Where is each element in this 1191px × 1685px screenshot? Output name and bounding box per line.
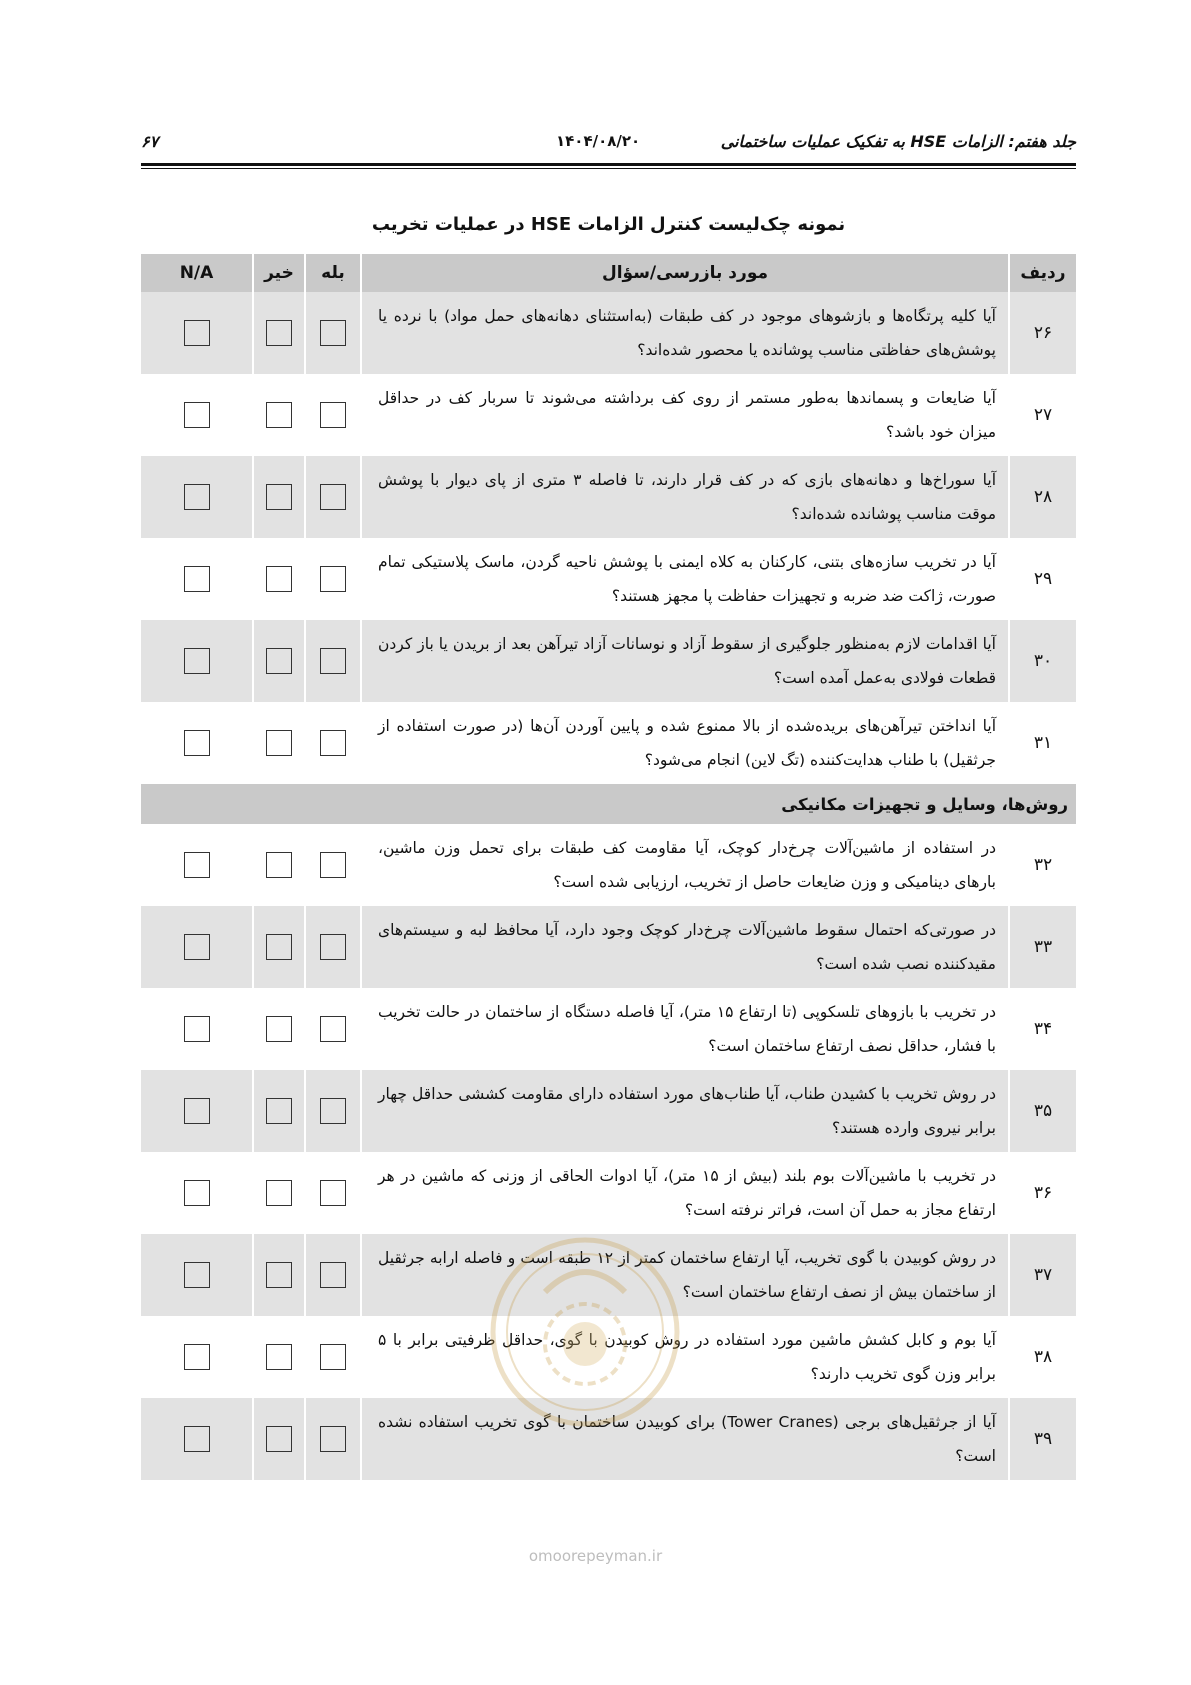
checkbox-yes[interactable]: [320, 730, 346, 756]
question-text: آیا در تخریب سازه‌های بتنی، کارکنان به کلاه ایمنی با پوشش ناحیه گردن، ماسک پلاستیکی تمام صورت، ژاکت ضد ضربه و تجهیزات حفاظت پا مجهز هستند؟: [361, 538, 1009, 620]
table-row: [141, 620, 1076, 702]
table-row: [141, 292, 1076, 374]
checkbox-no[interactable]: [266, 320, 292, 346]
cell-na: [141, 1070, 253, 1152]
table-row: [141, 824, 1076, 906]
cell-na: [141, 1152, 253, 1234]
cell-na: [141, 1316, 253, 1398]
question-text: آیا انداختن تیرآهن‌های بریده‌شده از بالا ممنوع شده و پایین آوردن آن‌ها (در صورت استفاده از جرثقیل) با طناب هدایت‌کننده (تگ لاین) انجام می‌شود؟: [361, 702, 1009, 784]
checkbox-yes[interactable]: [320, 1344, 346, 1370]
cell-no: [253, 702, 305, 784]
checkbox-na[interactable]: [184, 566, 210, 592]
checkbox-yes[interactable]: [320, 852, 346, 878]
question-text: در تخریب با بازوهای تلسکوپی (تا ارتفاع ۱۵ متر)، آیا فاصله دستگاه از ساختمان در حالت تخریب با فشار، حداقل نصف ارتفاع ساختمان است؟: [361, 988, 1009, 1070]
cell-na: [141, 906, 253, 988]
checkbox-no[interactable]: [266, 484, 292, 510]
checkbox-yes[interactable]: [320, 320, 346, 346]
cell-na: [141, 374, 253, 456]
cell-no: [253, 824, 305, 906]
checkbox-no[interactable]: [266, 1098, 292, 1124]
cell-na: [141, 988, 253, 1070]
table-row: [141, 1316, 1076, 1398]
table-caption: نمونه چک‌لیست کنترل الزامات HSE در عملیات تخریب: [371, 214, 846, 235]
header-rule-thick: [141, 163, 1076, 166]
table-header-row: [141, 254, 1076, 292]
question-text: در روش کوبیدن با گوی تخریب، آیا ارتفاع ساختمان کمتر از ۱۲ طبقه است و فاصله ارابه جرثقیل از ساختمان بیش از نصف ارتفاع ساختمان است؟: [361, 1234, 1009, 1316]
header-question: مورد بازرسی/سؤال: [361, 254, 1009, 292]
checkbox-no[interactable]: [266, 402, 292, 428]
cell-yes: [305, 620, 361, 702]
cell-yes: [305, 456, 361, 538]
cell-na: [141, 292, 253, 374]
checkbox-yes[interactable]: [320, 934, 346, 960]
checklist-body-b: [141, 824, 1076, 1480]
question-text: در روش تخریب با کشیدن طناب، آیا طناب‌های مورد استفاده دارای مقاومت کششی حداقل چهار برابر نیروی وارده هستند؟: [361, 1070, 1009, 1152]
cell-no: [253, 1152, 305, 1234]
checkbox-na[interactable]: [184, 1262, 210, 1288]
question-text: در تخریب با ماشین‌آلات بوم بلند (بیش از ۱۵ متر)، آیا ادوات الحاقی از وزنی که ماشین در هر ارتفاع مجاز به حمل آن است، فراتر نرفته است؟: [361, 1152, 1009, 1234]
checklist-table: [141, 254, 1076, 1480]
cell-na: [141, 538, 253, 620]
checkbox-no[interactable]: [266, 1344, 292, 1370]
row-number: ۳۲: [1009, 824, 1076, 906]
cell-no: [253, 374, 305, 456]
cell-na: [141, 1234, 253, 1316]
checkbox-na[interactable]: [184, 1426, 210, 1452]
header-date: ۱۴۰۴/۰۸/۲۰: [556, 132, 641, 150]
checkbox-yes[interactable]: [320, 1098, 346, 1124]
table-row: [141, 538, 1076, 620]
checkbox-no[interactable]: [266, 648, 292, 674]
checkbox-yes[interactable]: [320, 648, 346, 674]
row-number: ۳۵: [1009, 1070, 1076, 1152]
table-row: [141, 988, 1076, 1070]
header-yes: بله: [305, 254, 361, 292]
cell-no: [253, 456, 305, 538]
question-text: آیا از جرثقیل‌های برجی (Tower Cranes) برای کوبیدن ساختمان با گوی تخریب استفاده نشده است؟: [361, 1398, 1009, 1480]
cell-yes: [305, 824, 361, 906]
cell-na: [141, 1398, 253, 1480]
row-number: ۳۶: [1009, 1152, 1076, 1234]
checkbox-no[interactable]: [266, 1426, 292, 1452]
row-number: ۲۸: [1009, 456, 1076, 538]
cell-yes: [305, 1152, 361, 1234]
checkbox-no[interactable]: [266, 566, 292, 592]
checkbox-yes[interactable]: [320, 1426, 346, 1452]
checkbox-na[interactable]: [184, 1098, 210, 1124]
cell-yes: [305, 292, 361, 374]
checkbox-na[interactable]: [184, 934, 210, 960]
checkbox-no[interactable]: [266, 730, 292, 756]
checkbox-na[interactable]: [184, 484, 210, 510]
cell-yes: [305, 1316, 361, 1398]
row-number: ۲۹: [1009, 538, 1076, 620]
row-number: ۳۱: [1009, 702, 1076, 784]
checkbox-na[interactable]: [184, 1344, 210, 1370]
row-number: ۳۴: [1009, 988, 1076, 1070]
checkbox-na[interactable]: [184, 730, 210, 756]
page-header: [141, 128, 1076, 168]
table-row: [141, 906, 1076, 988]
checkbox-na[interactable]: [184, 402, 210, 428]
table-row: [141, 702, 1076, 784]
question-text: آیا کلیه پرتگاه‌ها و بازشوهای موجود در کف طبقات (به‌استثنای دهانه‌های حمل مواد) با نرده یا پوشش‌های حفاظتی مناسب پوشانده یا محصور شده‌اند؟: [361, 292, 1009, 374]
checkbox-no[interactable]: [266, 1180, 292, 1206]
section-title: روش‌ها، وسایل و تجهیزات مکانیکی: [141, 784, 1076, 824]
page-number: ۶۷: [141, 132, 159, 151]
checkbox-na[interactable]: [184, 648, 210, 674]
cell-yes: [305, 1234, 361, 1316]
section-header-row: [141, 784, 1076, 824]
row-number: ۳۸: [1009, 1316, 1076, 1398]
checkbox-no[interactable]: [266, 1262, 292, 1288]
cell-no: [253, 292, 305, 374]
cell-yes: [305, 988, 361, 1070]
table-row: [141, 1234, 1076, 1316]
table-row: [141, 1070, 1076, 1152]
table-row: [141, 374, 1076, 456]
cell-na: [141, 620, 253, 702]
checkbox-yes[interactable]: [320, 1262, 346, 1288]
cell-no: [253, 538, 305, 620]
row-number: ۳۹: [1009, 1398, 1076, 1480]
checkbox-na[interactable]: [184, 852, 210, 878]
checklist-body-a: [141, 292, 1076, 784]
checkbox-no[interactable]: [266, 852, 292, 878]
watermark-url: omoorepeyman.ir: [528, 1547, 663, 1565]
question-text: آیا سوراخ‌ها و دهانه‌های بازی که در کف قرار دارند، تا فاصله ۳ متری از پای دیوار با پوشش موقت مناسب پوشانده شده‌اند؟: [361, 456, 1009, 538]
header-rule-thin: [141, 168, 1076, 169]
row-number: ۲۶: [1009, 292, 1076, 374]
checkbox-yes[interactable]: [320, 566, 346, 592]
row-number: ۲۷: [1009, 374, 1076, 456]
checkbox-na[interactable]: [184, 1180, 210, 1206]
checkbox-yes[interactable]: [320, 1016, 346, 1042]
question-text: آیا اقدامات لازم به‌منظور جلوگیری از سقوط آزاد و نوسانات آزاد تیرآهن بعد از بریدن یا باز کردن قطعات فولادی به‌عمل آمده است؟: [361, 620, 1009, 702]
question-text: آیا ضایعات و پسماندها به‌طور مستمر از روی کف برداشته می‌شوند تا سربار کف در حداقل میزان خود باشد؟: [361, 374, 1009, 456]
header-no: خیر: [253, 254, 305, 292]
cell-yes: [305, 1070, 361, 1152]
book-title: جلد هفتم: الزامات HSE به تفکیک عملیات ساختمانی: [720, 132, 1076, 151]
cell-yes: [305, 906, 361, 988]
cell-no: [253, 1070, 305, 1152]
cell-no: [253, 620, 305, 702]
table-row: [141, 1398, 1076, 1480]
cell-na: [141, 824, 253, 906]
checkbox-no[interactable]: [266, 1016, 292, 1042]
checkbox-yes[interactable]: [320, 1180, 346, 1206]
header-na: N/A: [141, 254, 253, 292]
cell-yes: [305, 374, 361, 456]
cell-no: [253, 1234, 305, 1316]
cell-yes: [305, 538, 361, 620]
cell-yes: [305, 702, 361, 784]
checkbox-yes[interactable]: [320, 484, 346, 510]
row-number: ۳۳: [1009, 906, 1076, 988]
cell-na: [141, 702, 253, 784]
question-text: در استفاده از ماشین‌آلات چرخ‌دار کوچک، آیا مقاومت کف طبقات برای تحمل وزن ماشین، بارهای دینامیکی و وزن ضایعات حاصل از تخریب، ارزیابی شده است؟: [361, 824, 1009, 906]
cell-no: [253, 988, 305, 1070]
question-text: در صورتی‌که احتمال سقوط ماشین‌آلات چرخ‌دار کوچک وجود دارد، آیا محافظ لبه و سیستم‌های مقیدکننده نصب شده است؟: [361, 906, 1009, 988]
checkbox-yes[interactable]: [320, 402, 346, 428]
cell-no: [253, 1316, 305, 1398]
row-number: ۳۷: [1009, 1234, 1076, 1316]
cell-yes: [305, 1398, 361, 1480]
cell-na: [141, 456, 253, 538]
checkbox-na[interactable]: [184, 320, 210, 346]
table-row: [141, 1152, 1076, 1234]
header-radif: ردیف: [1009, 254, 1076, 292]
checkbox-no[interactable]: [266, 934, 292, 960]
checkbox-na[interactable]: [184, 1016, 210, 1042]
cell-no: [253, 906, 305, 988]
table-row: [141, 456, 1076, 538]
question-text: آیا بوم و کابل کشش ماشین مورد استفاده در روش کوبیدن با گوی، حداقل ظرفیتی برابر با ۵ برابر وزن گوی تخریب دارند؟: [361, 1316, 1009, 1398]
row-number: ۳۰: [1009, 620, 1076, 702]
cell-no: [253, 1398, 305, 1480]
